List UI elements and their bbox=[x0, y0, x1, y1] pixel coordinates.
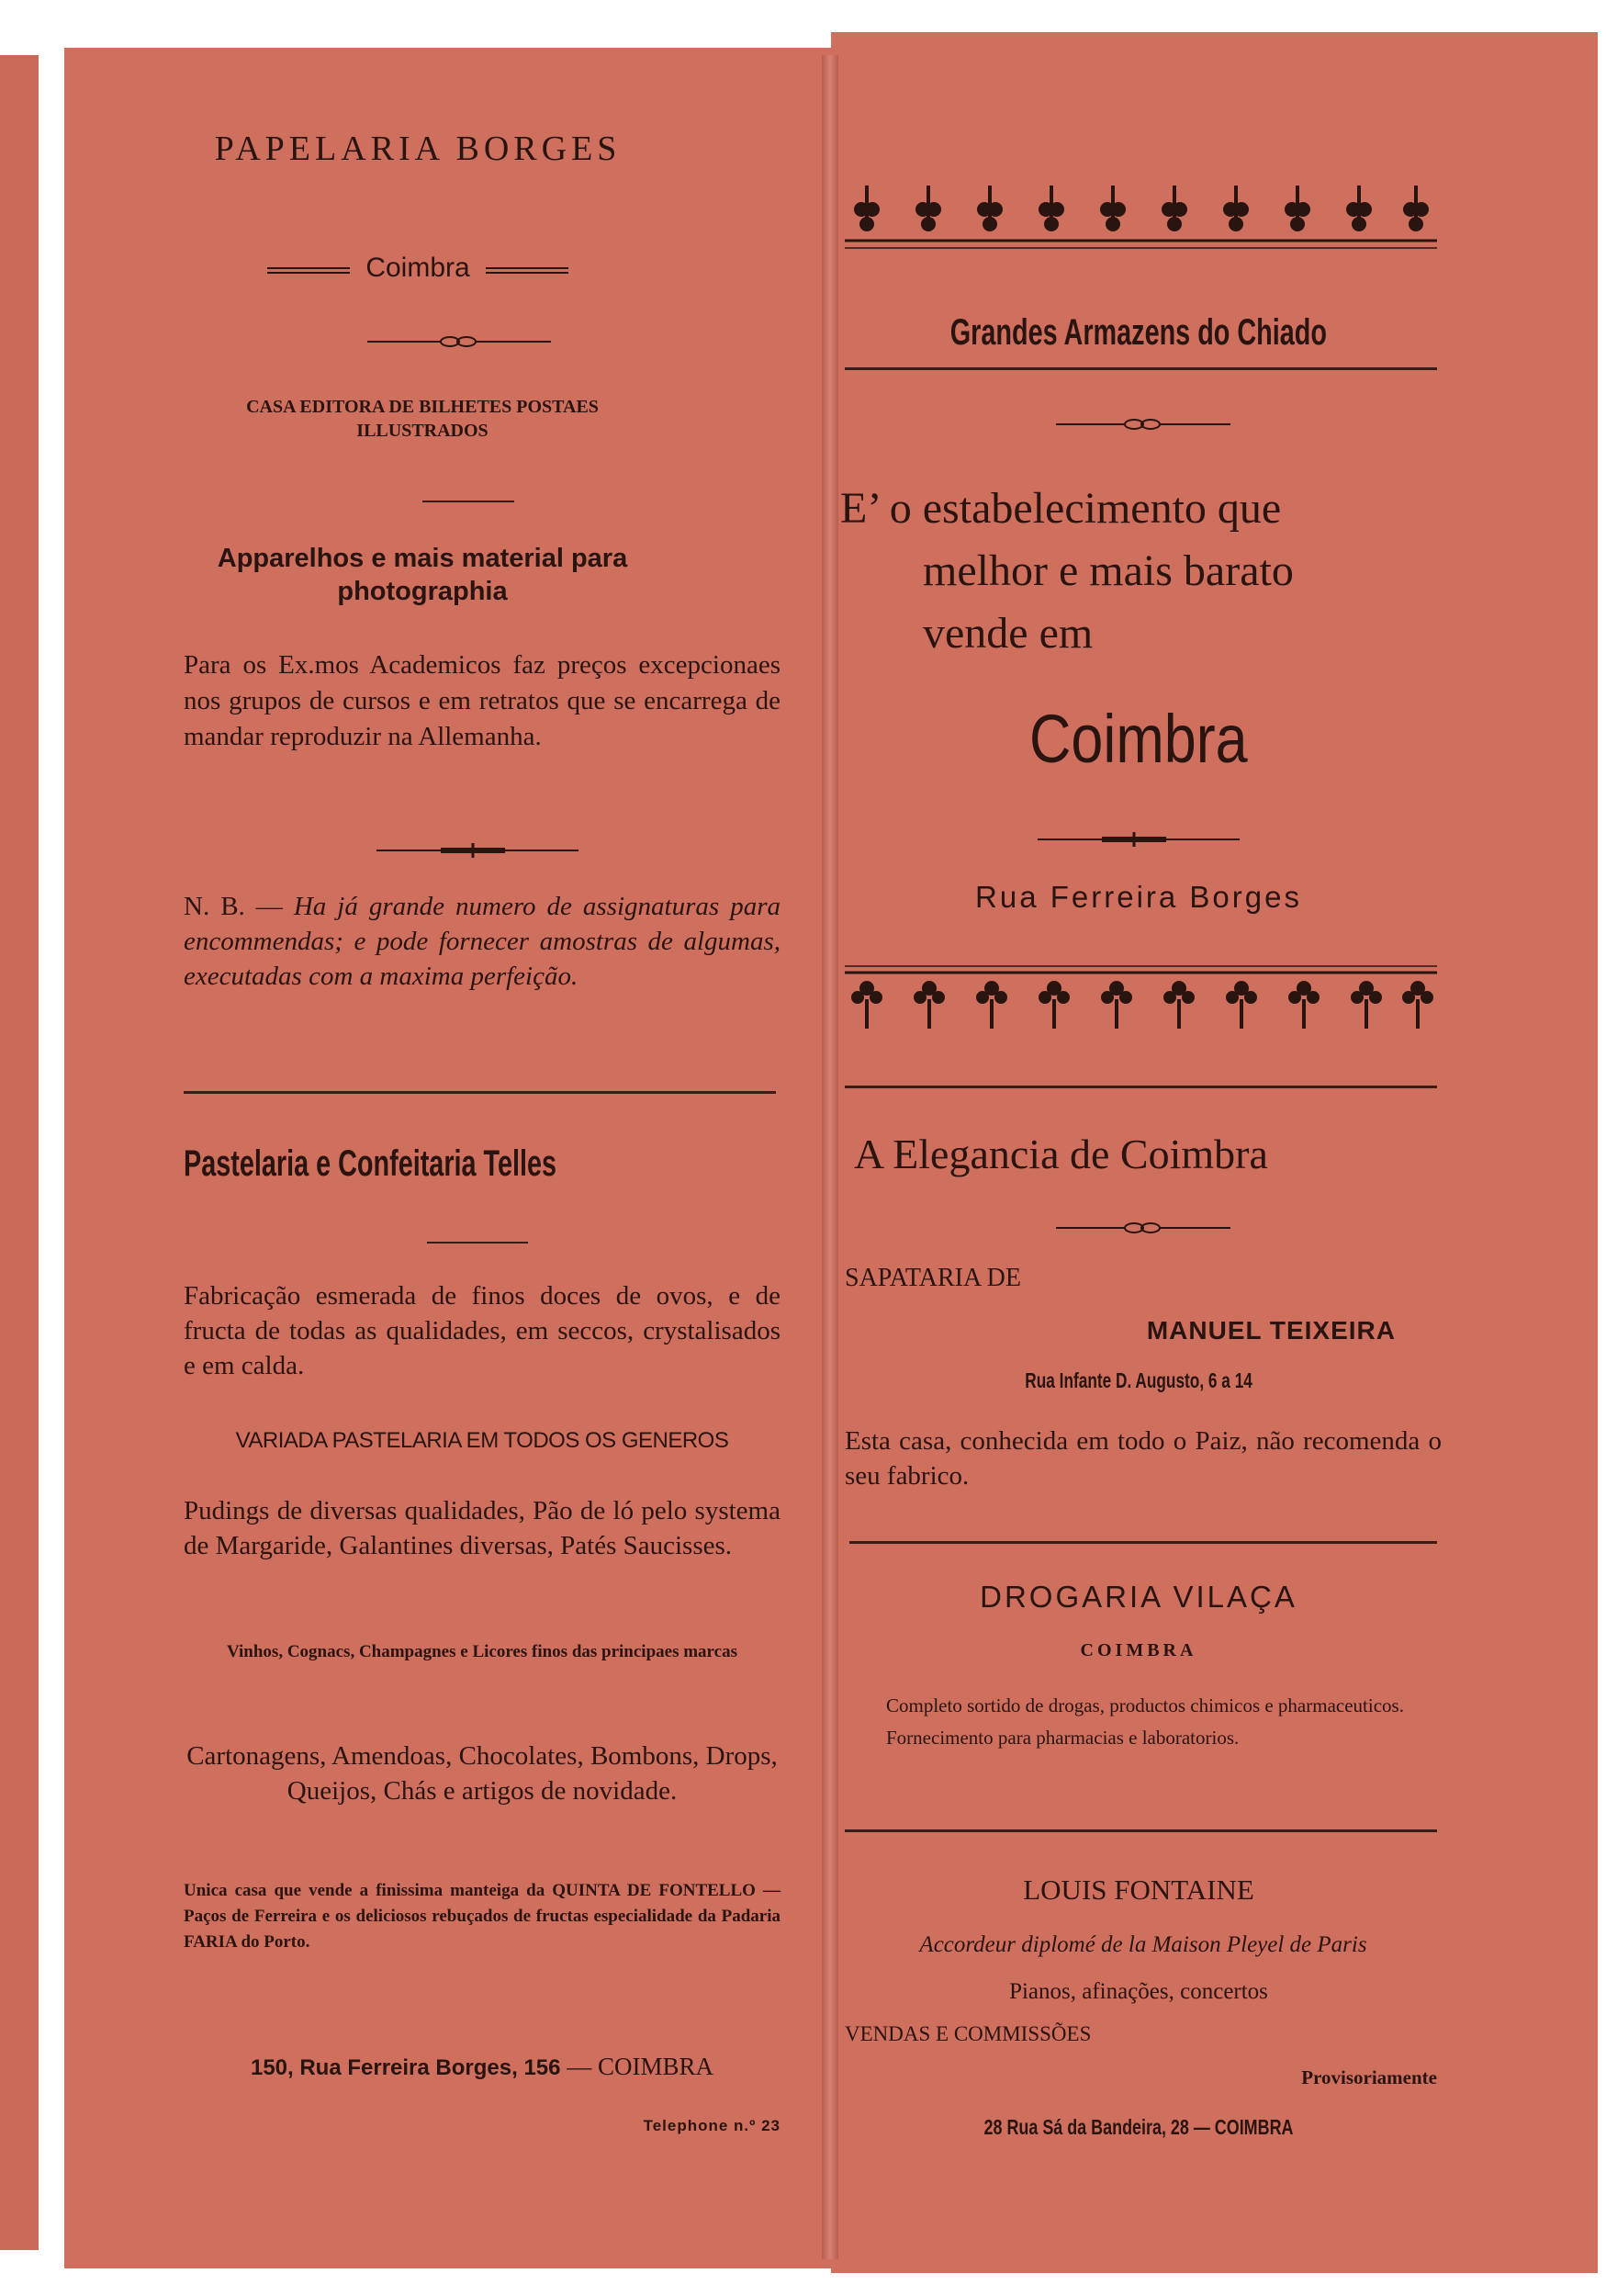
estabelecimento-text bbox=[840, 478, 1437, 665]
divider-ornament bbox=[1056, 1219, 1230, 1237]
pastelaria-address bbox=[184, 2053, 781, 2081]
sapataria-label: SAPATARIA DE bbox=[845, 1264, 1021, 1292]
section-rule bbox=[849, 1541, 1437, 1544]
pastelaria-title-text: Pastelaria e Confeitaria Telles bbox=[184, 1143, 557, 1184]
casa-editora: CASA EDITORA DE BILHETES POSTAES ILLUSTRADOS bbox=[246, 397, 599, 441]
louis-fontaine: LOUIS FONTAINE bbox=[1023, 1874, 1254, 1906]
paper-edge-fragment bbox=[0, 55, 39, 2250]
pastelaria-title bbox=[184, 1143, 753, 1185]
center-fold bbox=[822, 55, 838, 2259]
apparelhos-heading: Apparelhos e mais material para photographia bbox=[217, 544, 628, 606]
divider-ornament bbox=[1038, 832, 1240, 847]
unica-casa-paragraph: Unica casa que vende a finissima manteiga da QUINTA DE FONTELLO — Paços de Ferreira e os deliciosos rebuçados de fructas especialidade da Padaria FARIA do Porto. bbox=[184, 1881, 781, 1952]
esta-casa-paragraph: Esta casa, conhecida em todo o Paiz, não recomenda o seu fabrico. bbox=[845, 1426, 1442, 1491]
fleuron-icon bbox=[1346, 186, 1372, 231]
est-line-2: melhor e mais barato bbox=[923, 546, 1294, 595]
coimbra-large bbox=[845, 700, 1432, 778]
fleuron-icon bbox=[1100, 186, 1126, 231]
accordeur-line: Accordeur diplomé de la Maison Pleyel de Paris bbox=[919, 1932, 1367, 1957]
section-rule bbox=[845, 367, 1437, 370]
nb-text: Ha já grande numero de assignaturas para encommendas; e pode fornecer amostras de algumas, executadas com a maxima perfeição. bbox=[184, 892, 781, 991]
vinhos-line: Vinhos, Cognacs, Champagnes e Licores finos das principaes marcas bbox=[227, 1642, 737, 1661]
bottom-ornament-row bbox=[845, 962, 1437, 1045]
fleuron-icon bbox=[854, 186, 880, 231]
address-city: — COIMBRA bbox=[567, 2053, 714, 2080]
rua-infante bbox=[845, 1368, 1432, 1393]
rua-ferreira-borges: Rua Ferreira Borges bbox=[975, 880, 1302, 914]
fleuron-icon bbox=[1403, 186, 1429, 231]
fleuron-icon bbox=[1162, 186, 1187, 231]
divider-ornament bbox=[1056, 415, 1230, 433]
vendas-line: VENDAS E COMMISSÕES bbox=[845, 2022, 1092, 2045]
cartonagens-paragraph: Cartonagens, Amendoas, Chocolates, Bombons, Drops, Queijos, Chás e artigos de novidade. bbox=[186, 1741, 778, 1806]
fleuron-icon bbox=[1288, 981, 1320, 1029]
fleuron-icon bbox=[915, 186, 941, 231]
fleuron-icon bbox=[977, 186, 1003, 231]
fleuron-icon bbox=[1285, 186, 1310, 231]
fleuron-icon bbox=[1223, 186, 1249, 231]
completo-line: Completo sortido de drogas, productos chimicos e pharmaceuticos. bbox=[886, 1694, 1404, 1716]
fleuron-icon bbox=[1163, 981, 1195, 1029]
grandes-armazens-title bbox=[845, 312, 1432, 354]
short-rule bbox=[422, 501, 514, 502]
provisoriamente: Provisoriamente bbox=[1301, 2066, 1437, 2088]
fleuron-icon bbox=[1039, 981, 1070, 1029]
nb-label: N. B. — bbox=[184, 892, 283, 921]
pudings-paragraph: Pudings de diversas qualidades, Pão de ló pelo systema de Margaride, Galantines diversas, Patés Saucisses. bbox=[184, 1496, 781, 1560]
address-street: 150, Rua Ferreira Borges, 156 bbox=[250, 2055, 561, 2080]
grandes-armazens-text: Grandes Armazens do Chiado bbox=[949, 312, 1328, 353]
nb-note bbox=[184, 889, 781, 994]
drogaria-city: COIMBRA bbox=[1080, 1640, 1197, 1660]
elegancia-title: A Elegancia de Coimbra bbox=[854, 1131, 1268, 1177]
fleuron-icon bbox=[1226, 981, 1257, 1029]
fleuron-icon bbox=[1402, 981, 1433, 1029]
coimbra-subtitle bbox=[0, 253, 836, 284]
divider-ornament bbox=[376, 843, 578, 858]
section-rule bbox=[845, 1086, 1437, 1088]
fleuron-icon bbox=[851, 981, 882, 1029]
fleuron-icon bbox=[976, 981, 1007, 1029]
variada-line: VARIADA PASTELARIA EM TODOS OS GENEROS bbox=[235, 1428, 729, 1453]
fleuron-icon bbox=[914, 981, 945, 1029]
divider-ornament bbox=[367, 332, 551, 351]
ornament-bar bbox=[486, 267, 568, 274]
short-rule bbox=[427, 1242, 528, 1244]
rua-infante-text: Rua Infante D. Augusto, 6 a 14 bbox=[1025, 1368, 1252, 1392]
est-line-1: E’ o estabelecimento que bbox=[840, 484, 1282, 533]
pianos-line: Pianos, afinações, concertos bbox=[1009, 1979, 1268, 2004]
fornecimento-line: Fornecimento para pharmacias e laboratorios. bbox=[886, 1727, 1240, 1749]
city-label: Coimbra bbox=[365, 253, 470, 283]
fabricacao-paragraph: Fabricação esmerada de finos doces de ovos, e de fructa de todas as qualidades, em seccos, crystalisados e em calda. bbox=[184, 1281, 781, 1380]
ornament-bar bbox=[267, 267, 350, 274]
academicos-paragraph: Para os Ex.mos Academicos faz preços excepcionaes nos grupos de cursos e em retratos que se encarrega de mandar reproduzir na Allemanha. bbox=[184, 650, 781, 751]
fontaine-address-text: 28 Rua Sá da Bandeira, 28 — COIMBRA bbox=[983, 2115, 1294, 2139]
drogaria-title: DROGARIA VILAÇA bbox=[980, 1580, 1297, 1614]
manuel-teixeira: MANUEL TEIXEIRA bbox=[1146, 1316, 1396, 1345]
drogaria-description bbox=[845, 1690, 1442, 1754]
fleuron-icon bbox=[1101, 981, 1132, 1029]
papelaria-title: PAPELARIA BORGES bbox=[214, 129, 622, 168]
coimbra-large-text: Coimbra bbox=[1029, 701, 1248, 777]
section-rule bbox=[845, 1829, 1437, 1832]
fleuron-icon bbox=[1351, 981, 1382, 1029]
telephone: Telephone n.º 23 bbox=[643, 2117, 781, 2134]
est-line-3: vende em bbox=[923, 609, 1094, 658]
fleuron-icon bbox=[1039, 186, 1064, 231]
fontaine-address bbox=[845, 2115, 1432, 2140]
section-rule bbox=[184, 1091, 776, 1094]
top-ornament-row bbox=[845, 174, 1437, 257]
